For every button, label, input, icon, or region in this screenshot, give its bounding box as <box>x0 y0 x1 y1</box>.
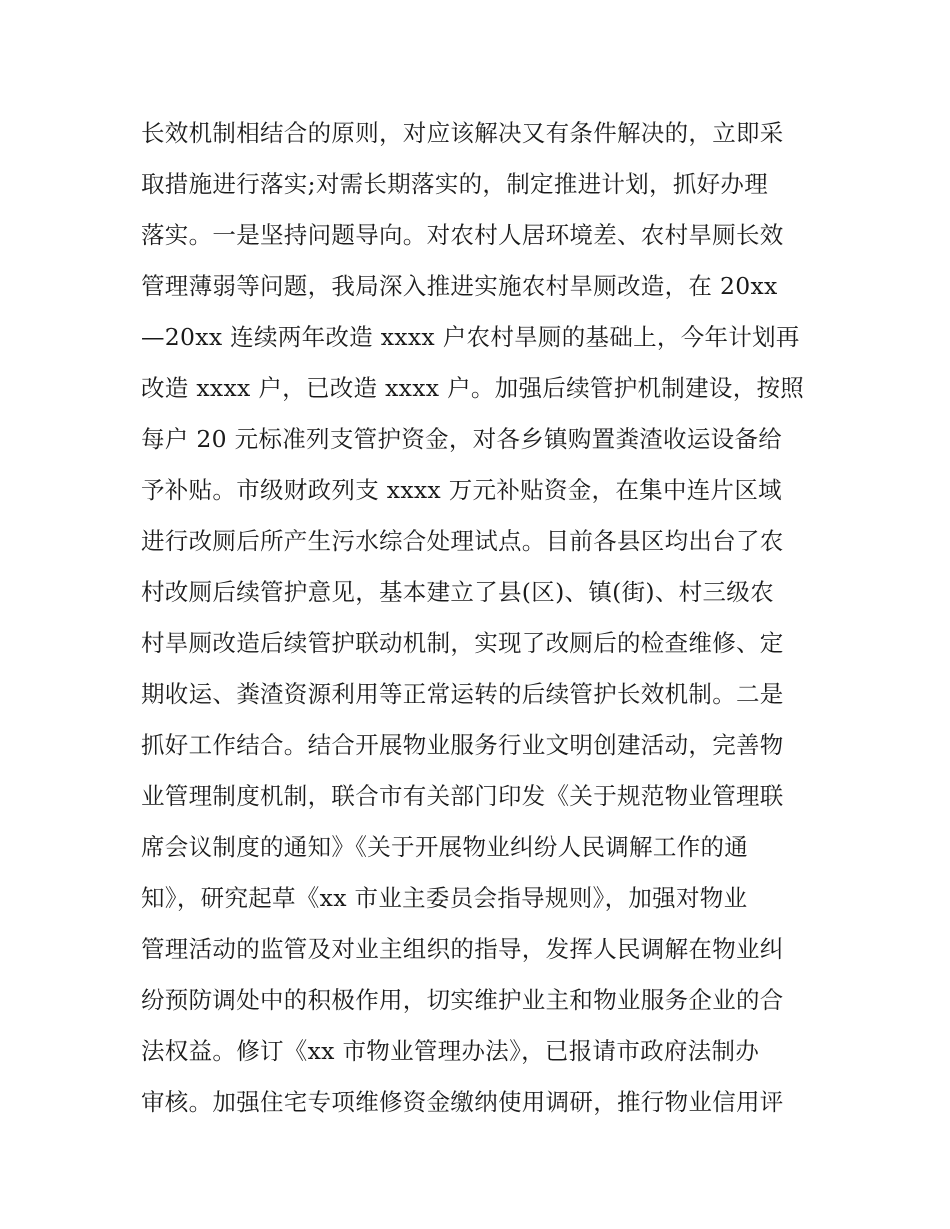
text-line: 审核。加强住宅专项维修资金缴纳使用调研，推行物业信用评 <box>141 1088 784 1116</box>
text-line: 管理薄弱等问题，我局深入推进实施农村旱厕改造，在 20xx <box>141 272 778 300</box>
text-line: 纷预防调处中的积极作用，切实维护业主和物业服务企业的合 <box>141 986 784 1014</box>
text-line: 进行改厕后所产生污水综合处理试点。目前各县区均出台了农 <box>141 527 784 555</box>
text-line: 长效机制相结合的原则，对应该解决又有条件解决的，立即采 <box>141 119 784 147</box>
text-line: —20xx 连续两年改造 xxxx 户农村旱厕的基础上，今年计划再 <box>141 323 800 351</box>
text-line: 知》，研究起草《xx 市业主委员会指导规则》，加强对物业 <box>141 884 748 912</box>
text-line: 法权益。修订《xx 市物业管理办法》，已报请市政府法制办 <box>141 1037 760 1065</box>
text-line: 席会议制度的通知》《关于开展物业纠纷人民调解工作的通 <box>141 833 749 861</box>
text-line: 取措施进行落实;对需长期落实的，制定推进计划，抓好办理 <box>141 170 769 198</box>
text-line: 村旱厕改造后续管护联动机制，实现了改厕后的检查维修、定 <box>141 629 784 657</box>
text-line: 改造 xxxx 户，已改造 xxxx 户。加强后续管护机制建设，按照 <box>141 374 805 402</box>
text-line: 业管理制度机制，联合市有关部门印发《关于规范物业管理联 <box>141 782 784 810</box>
text-line: 抓好工作结合。结合开展物业服务行业文明创建活动，完善物 <box>141 731 784 759</box>
text-line: 管理活动的监管及对业主组织的指导，发挥人民调解在物业纠 <box>141 935 784 963</box>
text-line: 予补贴。市级财政列支 xxxx 万元补贴资金，在集中连片区域 <box>141 476 782 504</box>
text-line: 村改厕后续管护意见，基本建立了县(区)、镇(街)、村三级农 <box>141 578 774 606</box>
body-text <box>141 108 841 1128</box>
text-line: 期收运、粪渣资源利用等正常运转的后续管护长效机制。二是 <box>141 680 784 708</box>
text-line: 落实。一是坚持问题导向。对农村人居环境差、农村旱厕长效 <box>141 221 784 249</box>
text-line: 每户 20 元标准列支管护资金，对各乡镇购置粪渣收运设备给 <box>141 425 783 453</box>
